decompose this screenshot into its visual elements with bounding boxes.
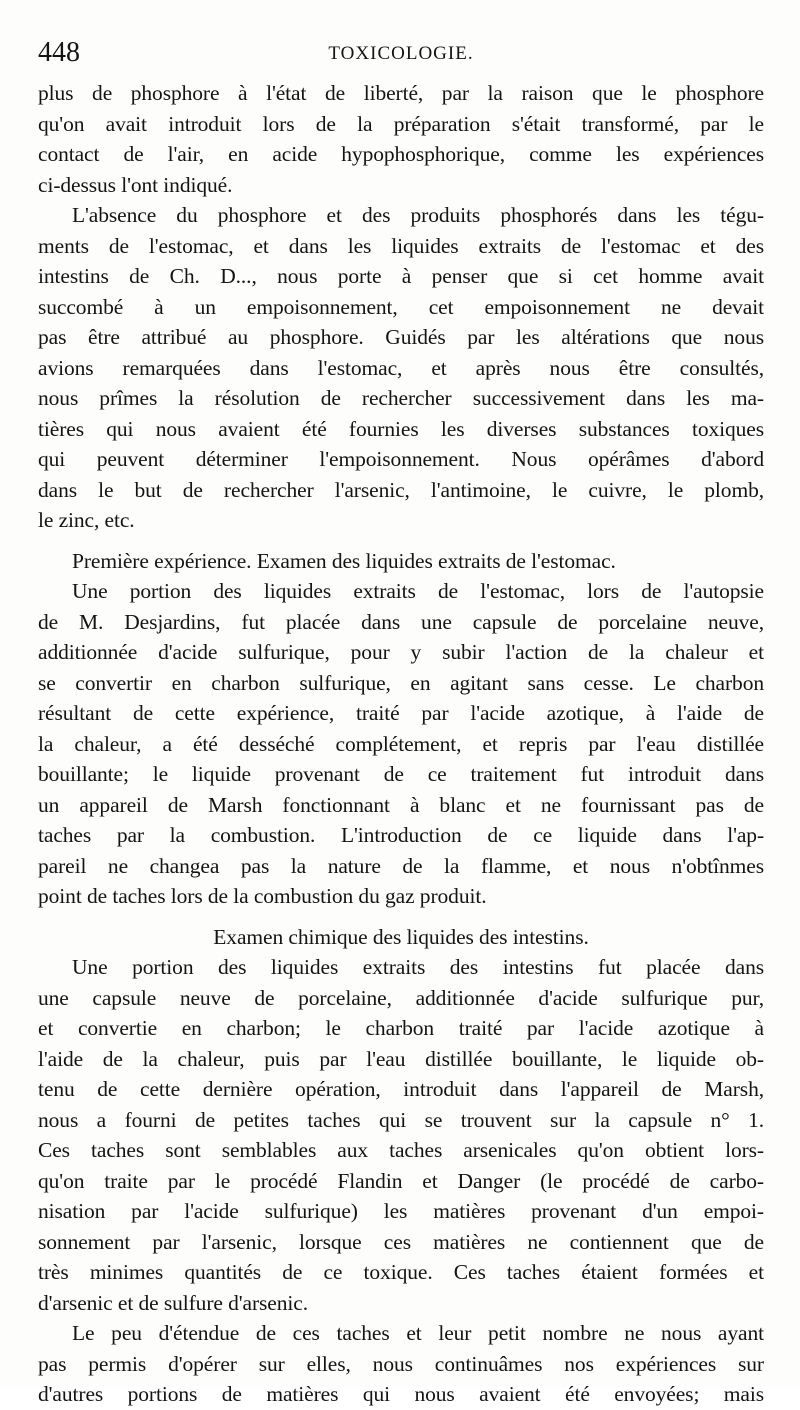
text-line: un appareil de Marsh fonctionnant à blanc et ne fournissant pas de xyxy=(38,792,764,817)
section-gap xyxy=(38,536,764,546)
text-line: Une portion des liquides extraits des intestins fut placée dans xyxy=(72,955,764,979)
text-line: dans le but de rechercher l'arsenic, l'antimoine, le cuivre, le plomb, xyxy=(38,477,764,502)
text-line: point de taches lors de la combustion du gaz produit. xyxy=(38,884,487,908)
text-line: bouillante; le liquide provenant de ce traitement fut introduit dans xyxy=(38,762,764,786)
text-line: l'aide de la chaleur, puis par l'eau distillée bouillante, le liquide ob- xyxy=(38,1046,764,1071)
text-line: succombé à un empoisonnement, cet empoisonnement ne devait xyxy=(38,294,764,319)
text-line: le zinc, etc. xyxy=(38,508,135,532)
text-line: la chaleur, a été desséché complétement, et repris par l'eau distillée xyxy=(38,731,764,756)
text-line: tières qui nous avaient été fournies les diverses substances toxiques xyxy=(38,416,764,441)
section-gap xyxy=(38,912,764,922)
text-line: qu'on traite par le procédé Flandin et Danger (le procédé de carbo- xyxy=(38,1168,764,1193)
text-line: résultant de cette expérience, traité par l'acide azotique, à l'aide de xyxy=(38,701,764,725)
text-line: sonnement par l'arsenic, lorsque ces matières ne contiennent que de xyxy=(38,1229,764,1254)
text-line: qui peuvent déterminer l'empoisonnement. Nous opérâmes d'abord xyxy=(38,447,764,471)
running-title: TOXICOLOGIE. xyxy=(328,43,474,64)
text-line: ci-dessus l'ont indiqué. xyxy=(38,172,233,197)
text-line: plus de phosphore à l'état de liberté, par la raison que le phosphore xyxy=(38,81,764,105)
text-line: Le peu d'étendue de ces taches et leur petit nombre ne nous ayant xyxy=(72,1321,764,1345)
text-line: d'arsenic et de sulfure d'arsenic. xyxy=(38,1290,308,1315)
text-line: nous prîmes la résolution de rechercher successivement dans les ma- xyxy=(38,386,764,410)
text-line: pas permis d'opérer sur elles, nous continuâmes nos expériences sur xyxy=(38,1351,764,1376)
text-line: tenu de cette dernière opération, introduit dans l'appareil de Marsh, xyxy=(38,1077,764,1101)
text-line: une capsule neuve de porcelaine, additionnée d'acide sulfurique pur, xyxy=(38,985,764,1010)
text-line: et convertie en charbon; le charbon traité par l'acide azotique à xyxy=(38,1016,764,1040)
subsection-heading: Examen chimique des liquides des intestins. xyxy=(213,924,589,949)
text-line: pas être attribué au phosphore. Guidés par les altérations que nous xyxy=(38,325,764,349)
text-line: ments de l'estomac, et dans les liquides extraits de l'estomac et des xyxy=(38,233,764,258)
text-line: L'absence du phosphore et des produits phosphorés dans les tégu- xyxy=(72,203,764,227)
text-line: d'autres portions de matières qui nous avaient été envoyées; mais xyxy=(38,1382,764,1406)
text-line: contact de l'air, en acide hypophosphorique, comme les expériences xyxy=(38,142,764,166)
running-head xyxy=(38,36,764,70)
text-line: de M. Desjardins, fut placée dans une capsule de porcelaine neuve, xyxy=(38,609,764,634)
text-line: Ces taches sont semblables aux taches arsenicales qu'on obtient lors- xyxy=(38,1138,764,1162)
text-line: nisation par l'acide sulfurique) les matières provenant d'un empoi- xyxy=(38,1199,764,1223)
text-line: qu'on avait introduit lors de la préparation s'était transformé, par le xyxy=(38,111,764,136)
text-line: avions remarquées dans l'estomac, et après nous être consultés, xyxy=(38,355,764,380)
page-number: 448 xyxy=(38,37,80,68)
text-line: intestins de Ch. D..., nous porte à penser que si cet homme avait xyxy=(38,264,764,288)
text-line: Une portion des liquides extraits de l'estomac, lors de l'autopsie xyxy=(72,579,764,603)
text-line: très minimes quantités de ce toxique. Ces taches étaient formées et xyxy=(38,1260,764,1284)
text-line: taches par la combustion. L'introduction de ce liquide dans l'ap- xyxy=(38,823,764,847)
text-line: additionnée d'acide sulfurique, pour y subir l'action de la chaleur et xyxy=(38,640,764,664)
text-line: se convertir en charbon sulfurique, en agitant sans cesse. Le charbon xyxy=(38,670,764,695)
text-line: pareil ne changea pas la nature de la flamme, et nous n'obtînmes xyxy=(38,853,764,878)
text-line: nous a fourni de petites taches qui se trouvent sur la capsule n° 1. xyxy=(38,1107,764,1132)
body-text xyxy=(38,78,764,1410)
section-heading: Première expérience. Examen des liquides extraits de l'estomac. xyxy=(72,548,616,573)
